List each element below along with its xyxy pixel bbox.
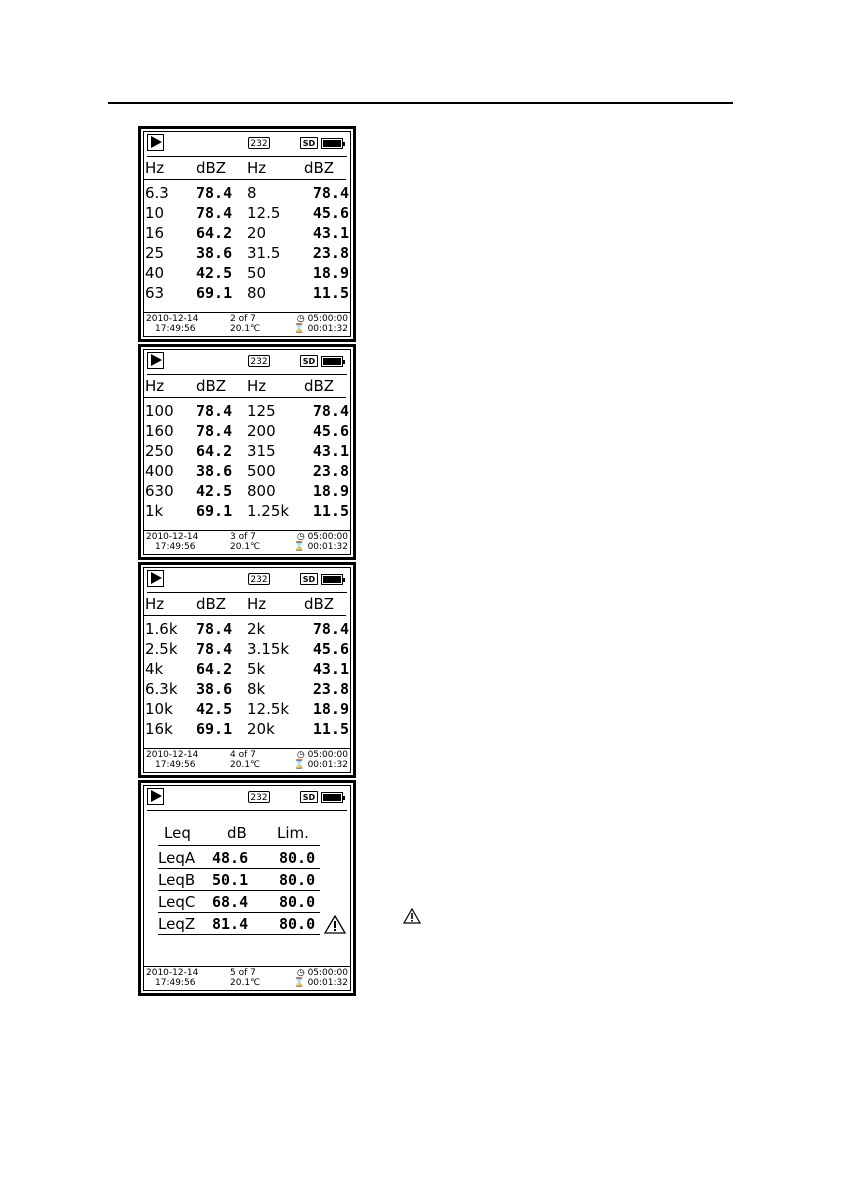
divider — [144, 615, 346, 616]
level-cell: 38.6 — [196, 462, 233, 480]
table-row — [144, 659, 350, 679]
elapsed-time-text: ⌛ 00:01:32 — [293, 542, 348, 552]
sd-card-icon: SD — [300, 355, 318, 367]
run-time-text: ◷ 05:00:00 — [296, 314, 348, 324]
divider — [144, 312, 350, 313]
level-cell: 11.5 — [312, 284, 349, 302]
leq-name-cell: LeqB — [158, 871, 196, 889]
sd-card-icon: SD — [300, 573, 318, 585]
battery-icon — [321, 574, 343, 585]
freq-cell: 31.5 — [247, 244, 281, 262]
page-indicator: 4 of 7 — [230, 750, 256, 760]
divider — [147, 810, 347, 811]
freq-cell: 5k — [247, 660, 266, 678]
level-cell: 11.5 — [312, 720, 349, 738]
level-cell: 45.6 — [312, 422, 349, 440]
freq-cell: 630 — [145, 482, 174, 500]
col-header-dbz: dBZ — [196, 159, 227, 177]
col-header-hz: Hz — [145, 159, 165, 177]
level-cell: 18.9 — [312, 264, 349, 282]
leq-db-cell: 48.6 — [212, 849, 249, 867]
divider — [158, 912, 320, 913]
rs232-icon: 232 — [248, 355, 270, 367]
date-text: 2010-12-14 — [146, 532, 199, 542]
rs232-icon: 232 — [248, 791, 270, 803]
level-cell: 78.4 — [196, 402, 233, 420]
leq-limit-cell: 80.0 — [279, 871, 316, 889]
leq-limit-cell: 80.0 — [279, 849, 316, 867]
table-row — [144, 461, 350, 481]
col-header-dbz-2: dBZ — [304, 595, 335, 613]
freq-cell: 250 — [145, 442, 174, 460]
page-indicator: 3 of 7 — [230, 532, 256, 542]
col-header-hz-2: Hz — [247, 377, 267, 395]
level-cell: 43.1 — [312, 442, 349, 460]
battery-icon — [321, 792, 343, 803]
table-row — [144, 719, 350, 739]
divider — [144, 397, 346, 398]
level-cell: 38.6 — [196, 244, 233, 262]
freq-cell: 160 — [145, 422, 174, 440]
table-row — [144, 283, 350, 303]
status-bar — [144, 786, 350, 808]
freq-cell: 12.5 — [247, 204, 281, 222]
level-cell: 18.9 — [312, 482, 349, 500]
meter-screen-page-2 — [138, 126, 356, 342]
freq-cell: 16k — [145, 720, 173, 738]
col-header-hz-2: Hz — [247, 159, 267, 177]
divider — [144, 530, 350, 531]
freq-cell: 1.25k — [247, 502, 290, 520]
divider — [144, 179, 346, 180]
leq-name-cell: LeqC — [158, 893, 196, 911]
play-icon — [147, 570, 164, 587]
table-row — [144, 870, 350, 890]
date-text: 2010-12-14 — [146, 968, 199, 978]
time-text: 17:49:56 — [155, 542, 196, 552]
status-footer — [144, 312, 350, 336]
freq-cell: 800 — [247, 482, 276, 500]
freq-cell: 1k — [145, 502, 164, 520]
table-row — [144, 848, 350, 868]
col-header-lim: Lim. — [277, 824, 309, 842]
level-cell: 23.8 — [312, 462, 349, 480]
level-cell: 78.4 — [312, 402, 349, 420]
level-cell: 69.1 — [196, 284, 233, 302]
elapsed-time-text: ⌛ 00:01:32 — [293, 760, 348, 770]
elapsed-time-text: ⌛ 00:01:32 — [293, 978, 348, 988]
elapsed-time-text: ⌛ 00:01:32 — [293, 324, 348, 334]
level-cell: 38.6 — [196, 680, 233, 698]
leq-name-cell: LeqA — [158, 849, 196, 867]
freq-cell: 8k — [247, 680, 266, 698]
freq-cell: 63 — [145, 284, 165, 302]
level-cell: 69.1 — [196, 720, 233, 738]
freq-cell: 3.15k — [247, 640, 290, 658]
level-cell: 42.5 — [196, 482, 233, 500]
freq-cell: 100 — [145, 402, 174, 420]
table-row — [144, 223, 350, 243]
table-row — [144, 619, 350, 639]
level-cell: 64.2 — [196, 660, 233, 678]
freq-cell: 4k — [145, 660, 164, 678]
table-row — [144, 892, 350, 912]
level-cell: 78.4 — [196, 204, 233, 222]
run-time-text: ◷ 05:00:00 — [296, 532, 348, 542]
status-bar — [144, 350, 350, 372]
freq-cell: 20k — [247, 720, 275, 738]
leq-name-cell: LeqZ — [158, 915, 196, 933]
freq-cell: 10 — [145, 204, 165, 222]
temperature-text: 20.1℃ — [230, 760, 261, 770]
table-row — [144, 914, 350, 934]
divider — [158, 868, 320, 869]
divider — [147, 592, 347, 593]
freq-cell: 500 — [247, 462, 276, 480]
table-row — [144, 203, 350, 223]
status-footer — [144, 530, 350, 554]
freq-cell: 50 — [247, 264, 267, 282]
freq-cell: 25 — [145, 244, 165, 262]
temperature-text: 20.1℃ — [230, 542, 261, 552]
freq-cell: 200 — [247, 422, 276, 440]
col-header-hz: Hz — [145, 595, 165, 613]
status-bar — [144, 568, 350, 590]
level-cell: 42.5 — [196, 264, 233, 282]
run-time-text: ◷ 05:00:00 — [296, 750, 348, 760]
level-cell: 11.5 — [312, 502, 349, 520]
meter-screen-page-5-leq — [138, 780, 356, 996]
meter-screen-page-3 — [138, 344, 356, 560]
freq-cell: 315 — [247, 442, 276, 460]
status-bar — [144, 132, 350, 154]
freq-cell: 12.5k — [247, 700, 290, 718]
battery-icon — [321, 356, 343, 367]
divider — [147, 156, 347, 157]
table-row — [144, 481, 350, 501]
table-row — [144, 639, 350, 659]
status-footer — [144, 966, 350, 990]
level-cell: 42.5 — [196, 700, 233, 718]
table-row — [144, 183, 350, 203]
rs232-icon: 232 — [248, 573, 270, 585]
level-cell: 45.6 — [312, 204, 349, 222]
col-header-leq: Leq — [164, 824, 191, 842]
warning-icon — [324, 915, 346, 934]
level-cell: 43.1 — [312, 224, 349, 242]
col-header-dbz-2: dBZ — [304, 159, 335, 177]
table-row — [144, 263, 350, 283]
warning-icon — [403, 908, 421, 924]
freq-cell: 125 — [247, 402, 276, 420]
temperature-text: 20.1℃ — [230, 978, 261, 988]
freq-cell: 20 — [247, 224, 267, 242]
divider — [158, 890, 320, 891]
level-cell: 45.6 — [312, 640, 349, 658]
table-row — [144, 679, 350, 699]
time-text: 17:49:56 — [155, 978, 196, 988]
divider — [144, 966, 350, 967]
col-header-hz: Hz — [145, 377, 165, 395]
rs232-icon: 232 — [248, 137, 270, 149]
leq-db-cell: 50.1 — [212, 871, 249, 889]
table-row — [144, 421, 350, 441]
col-header-dbz-2: dBZ — [304, 377, 335, 395]
divider — [158, 845, 320, 846]
run-time-text: ◷ 05:00:00 — [296, 968, 348, 978]
table-row — [144, 401, 350, 421]
time-text: 17:49:56 — [155, 760, 196, 770]
freq-cell: 6.3k — [145, 680, 178, 698]
play-icon — [147, 134, 164, 151]
divider — [158, 934, 320, 935]
leq-db-cell: 81.4 — [212, 915, 249, 933]
sd-card-icon: SD — [300, 137, 318, 149]
level-cell: 69.1 — [196, 502, 233, 520]
date-text: 2010-12-14 — [146, 750, 199, 760]
col-header-hz-2: Hz — [247, 595, 267, 613]
leq-limit-cell: 80.0 — [279, 915, 316, 933]
level-cell: 43.1 — [312, 660, 349, 678]
page-indicator: 2 of 7 — [230, 314, 256, 324]
table-row — [144, 243, 350, 263]
freq-cell: 6.3 — [145, 184, 169, 202]
divider — [147, 374, 347, 375]
freq-cell: 40 — [145, 264, 165, 282]
sd-card-icon: SD — [300, 791, 318, 803]
play-icon — [147, 788, 164, 805]
col-header-db: dB — [227, 824, 247, 842]
level-cell: 18.9 — [312, 700, 349, 718]
time-text: 17:49:56 — [155, 324, 196, 334]
freq-cell: 8 — [247, 184, 257, 202]
level-cell: 78.4 — [196, 422, 233, 440]
meter-screen-page-4 — [138, 562, 356, 778]
page-indicator: 5 of 7 — [230, 968, 256, 978]
col-header-dbz: dBZ — [196, 377, 227, 395]
freq-cell: 400 — [145, 462, 174, 480]
divider — [144, 748, 350, 749]
level-cell: 78.4 — [196, 620, 233, 638]
date-text: 2010-12-14 — [146, 314, 199, 324]
freq-cell: 1.6k — [145, 620, 178, 638]
level-cell: 23.8 — [312, 244, 349, 262]
col-header-dbz: dBZ — [196, 595, 227, 613]
freq-cell: 10k — [145, 700, 173, 718]
leq-db-cell: 68.4 — [212, 893, 249, 911]
leq-limit-cell: 80.0 — [279, 893, 316, 911]
level-cell: 78.4 — [196, 640, 233, 658]
header-rule — [108, 102, 733, 104]
status-footer — [144, 748, 350, 772]
temperature-text: 20.1℃ — [230, 324, 261, 334]
freq-cell: 80 — [247, 284, 267, 302]
freq-cell: 16 — [145, 224, 165, 242]
freq-cell: 2.5k — [145, 640, 178, 658]
play-icon — [147, 352, 164, 369]
level-cell: 64.2 — [196, 224, 233, 242]
level-cell: 78.4 — [312, 184, 349, 202]
level-cell: 78.4 — [312, 620, 349, 638]
table-row — [144, 441, 350, 461]
level-cell: 23.8 — [312, 680, 349, 698]
table-row — [144, 501, 350, 521]
battery-icon — [321, 138, 343, 149]
table-row — [144, 699, 350, 719]
level-cell: 64.2 — [196, 442, 233, 460]
freq-cell: 2k — [247, 620, 266, 638]
level-cell: 78.4 — [196, 184, 233, 202]
